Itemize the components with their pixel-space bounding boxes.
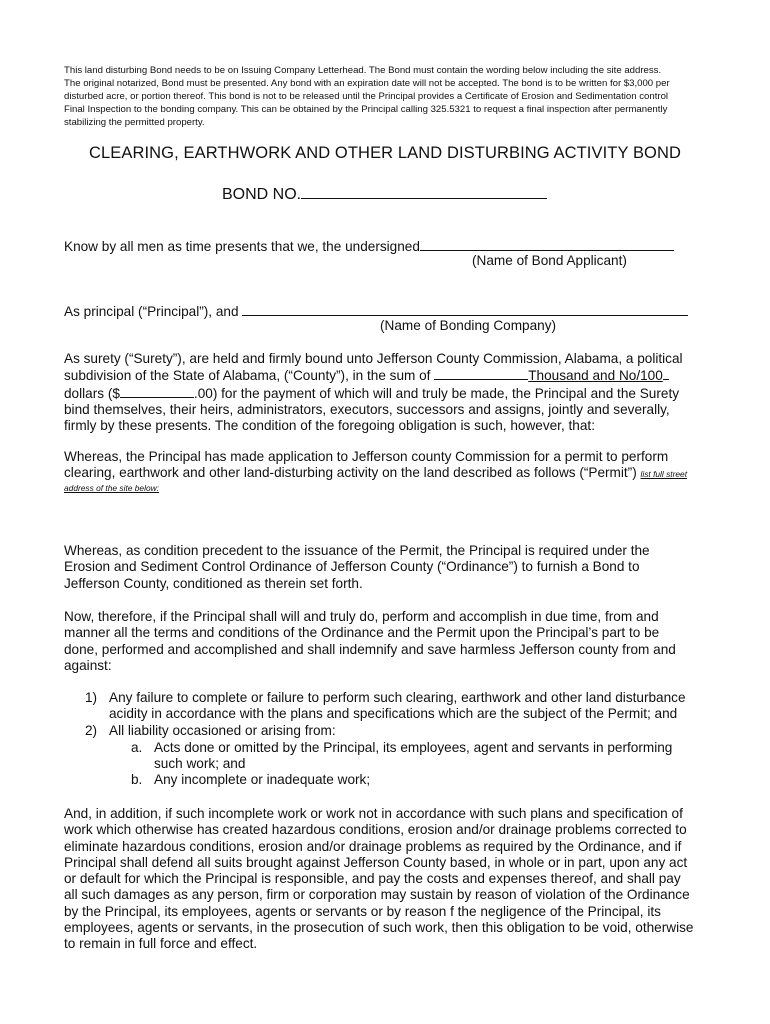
final-line: or default for which the Principal is responsible, and pay the costs and expenses thereof, and shall pay (64, 871, 681, 887)
final-line: Principal shall defend all suits brought against Jefferson County based, in whole or in part, upon any act (64, 854, 688, 870)
whereas-permit-paragraph (64, 449, 714, 494)
final-line: by the Principal, its employees, agents or servants or by reason f the negligence of the Principal, its (64, 903, 661, 919)
final-paragraph (64, 806, 714, 953)
dollars-text: dollars ($ (64, 385, 120, 401)
final-line: to remain in full force and effect. (64, 936, 258, 952)
final-line: And, in addition, if such incomplete work or work not in accordance with such plans and specification of (64, 806, 683, 821)
final-line: all such damages as any person, firm or corporation may sustain by reason of violation of the Ordinance (64, 887, 690, 903)
sublist-item-a (154, 740, 714, 773)
sublist-item-a-line: such work; and (154, 756, 246, 772)
whereas-line (64, 465, 714, 482)
principal-text: As principal (“Principal”), and (64, 304, 239, 319)
whereas-line: Erosion and Sediment Control Ordinance of Jefferson County (“Ordinance”) to furnish a Bond to (64, 559, 640, 575)
sublist-letter-b: b. (131, 772, 143, 787)
sublist-letter-a: a. (131, 740, 143, 755)
whereas-line: Whereas, the Principal has made application to Jefferson county Commission for a permit to perform (64, 449, 669, 464)
site-address-note-2: address of the site below: (64, 482, 159, 493)
bonding-company-blank[interactable] (242, 302, 688, 316)
list-number-2: 2) (85, 723, 98, 738)
bond-number-label: BOND NO. (222, 186, 302, 203)
dollars-rest: .00) for the payment of which will and truly be made, the Principal and the Surety (193, 385, 680, 401)
instruction-notice (64, 64, 714, 129)
document-title: CLEARING, EARTHWORK AND OTHER LAND DISTURBING ACTIVITY BOND (88, 144, 682, 162)
dollar-amount-blank[interactable] (120, 385, 194, 398)
thousand-blank[interactable] (434, 367, 528, 380)
applicant-blank[interactable] (420, 237, 674, 251)
notice-line: This land disturbing Bond needs to be on Issuing Company Letterhead. The Bond must contain the wording below including the site address. (64, 65, 662, 76)
notice-line: The original notarized, Bond must be presented. Any bond with an expiration date will not be accepted. The bond is to be written for $3,000 per (64, 78, 670, 89)
list-item-1 (109, 690, 719, 723)
surety-line (64, 367, 714, 384)
surety-paragraph (64, 351, 714, 434)
whereas-ordinance-paragraph (64, 543, 714, 592)
now-line: Now, therefore, if the Principal shall will and truly do, perform and accomplish in due time, from and (64, 609, 659, 624)
list-item-1-line: acidity in accordance with the plans and specifications which are the subject of the Permit; and (109, 706, 678, 722)
bonding-company-caption: (Name of Bonding Company) (380, 318, 557, 333)
now-line: done, performed and accomplished and shall indemnify and save harmless Jefferson county from and (64, 641, 676, 657)
sublist-item-b: Any incomplete or inadequate work; (154, 772, 371, 787)
now-line: manner all the terms and conditions of the Ordinance and the Permit upon the Principal’s part to be (64, 625, 660, 641)
list-number-1: 1) (85, 690, 98, 705)
surety-line: firmly by these presents. The condition of the foregoing obligation is such, however, that: (64, 418, 595, 434)
final-line: work which otherwise has created hazardous conditions, erosion and/or drainage problems corrected to (64, 822, 687, 838)
list-item-1-line: Any failure to complete or failure to perform such clearing, earthwork and other land disturbance (109, 690, 686, 705)
surety-line (64, 385, 714, 402)
now-therefore-paragraph (64, 609, 714, 674)
whereas-text: clearing, earthwork and other land-disturbing activity on the land described as follows (“Permit”) (64, 465, 637, 481)
notice-line: stabilizing the permitted property. (64, 117, 205, 128)
list-item-2: All liability occasioned or arising from: (109, 723, 336, 738)
final-line: eliminate hazardous conditions, erosion and/or drainage problems as required by the Ordinance, and if (64, 838, 682, 854)
thousand-text: Thousand and No/100 (528, 368, 663, 384)
surety-text: subdivision of the State of Alabama, (“County”), in the sum of (64, 368, 431, 384)
surety-line: bind themselves, their heirs, administrators, executors, successors and assigns, jointly and severally, (64, 401, 670, 417)
site-address-note: list full street (640, 469, 688, 480)
now-line: against: (64, 657, 112, 673)
notice-line: Final Inspection to the bonding company. This can be obtained by the Principal calling 325.5321 to request a final inspection after permanently (64, 104, 668, 115)
surety-line: As surety (“Surety”), are held and firmly bound unto Jefferson County Commission, Alabama, a political (64, 351, 683, 366)
thousand-blank-tail (663, 367, 669, 380)
sublist-item-a-line: Acts done or omitted by the Principal, its employees, agent and servants in performing (154, 740, 673, 755)
whereas-line: Jefferson County, conditioned as therein set forth. (64, 575, 363, 591)
applicant-caption: (Name of Bond Applicant) (472, 253, 627, 268)
final-line: employees, agents or servants, in the prosecution of such work, then this obligation to be void, otherwise (64, 920, 694, 936)
whereas-line: Whereas, as condition precedent to the issuance of the Permit, the Principal is required under the (64, 543, 650, 558)
bond-number-blank[interactable] (301, 184, 547, 199)
notice-line: disturbed acre, or portion thereof. This bond is not to be released until the Principal provides a Certificate of Erosion and Sedimentation control (64, 91, 669, 102)
bond-number-row (222, 184, 547, 204)
know-text: Know by all men as time presents that we, the undersigned (64, 239, 420, 254)
